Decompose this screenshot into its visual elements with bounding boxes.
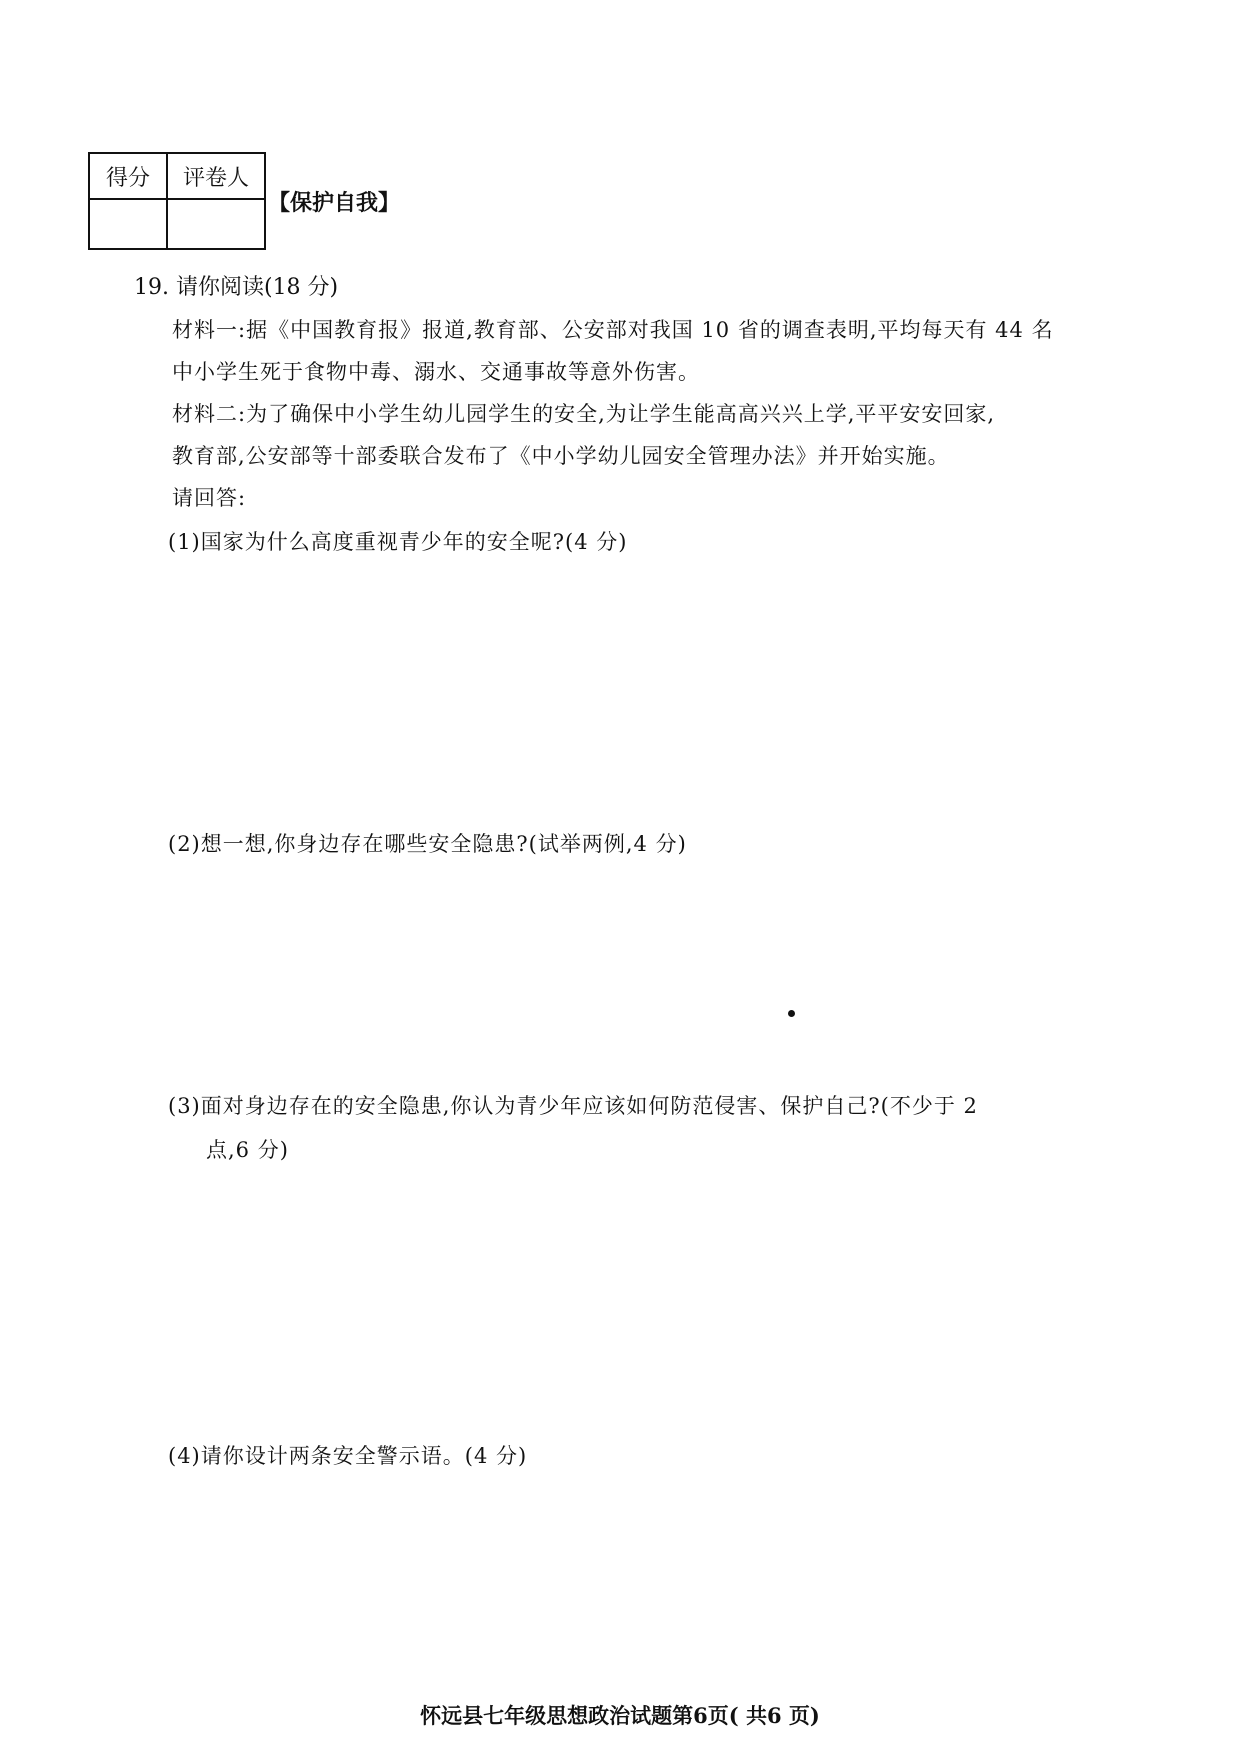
score-box [88,152,266,250]
answer-prompt: 请回答: [172,486,247,510]
score-cell [89,199,167,249]
subquestion-3-line1: (3)面对身边存在的安全隐患,你认为青少年应该如何防范侵害、保护自己?(不少于 2 [168,1094,978,1118]
material1-line2: 中小学生死于食物中毒、溺水、交通事故等意外伤害。 [172,360,700,384]
material1-line1: 材料一:据《中国教育报》报道,教育部、公安部对我国 10 省的调查表明,平均每天有 44 名 [172,318,1054,342]
material2-line2: 教育部,公安部等十部委联合发布了《中小学幼儿园安全管理办法》并开始实施。 [172,444,950,468]
score-label: 得分 [89,153,167,199]
subquestion-3-line2: 点,6 分) [206,1138,289,1162]
question-header: 19. 请你阅读(18 分) [134,275,339,300]
subquestion-4: (4)请你设计两条安全警示语。(4 分) [168,1444,528,1468]
scan-speck [788,1010,795,1017]
page-footer: 怀远县七年级思想政治试题第6页( 共6 页) [420,1703,820,1728]
subquestion-2: (2)想一想,你身边存在哪些安全隐患?(试举两例,4 分) [168,832,687,856]
section-title: 【保护自我】 [268,191,401,216]
grader-label: 评卷人 [167,153,265,199]
material2-line1: 材料二:为了确保中小学生幼儿园学生的安全,为让学生能高高兴兴上学,平平安安回家, [172,402,996,426]
subquestion-1: (1)国家为什么高度重视青少年的安全呢?(4 分) [168,530,628,554]
grader-cell [167,199,265,249]
